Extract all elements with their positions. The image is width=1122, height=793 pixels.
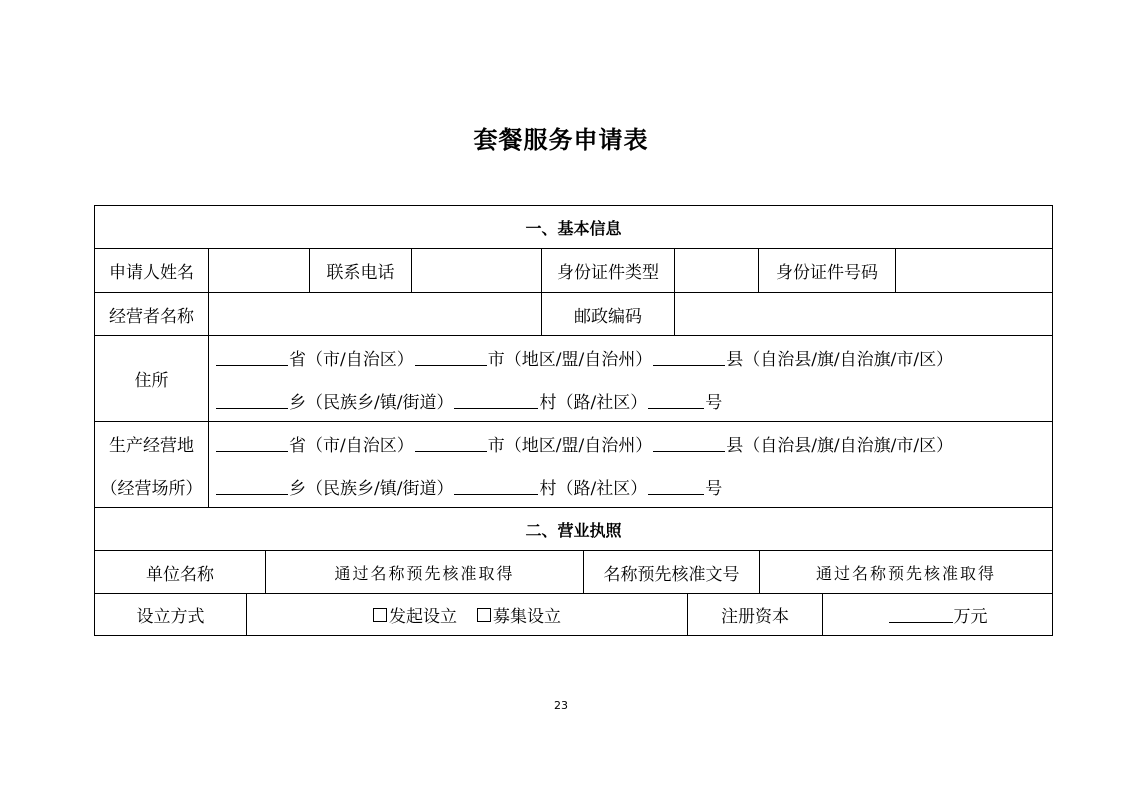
residence-label: 住所 xyxy=(134,371,169,391)
township-label: 乡（民族乡/镇/街道） xyxy=(289,478,454,499)
residence-address-line-2 xyxy=(215,387,722,413)
city-blank[interactable] xyxy=(415,349,487,366)
section-business-license: 二、营业执照 xyxy=(525,520,622,540)
registered-capital-field xyxy=(823,594,1052,635)
number-label: 号 xyxy=(705,392,723,413)
village-blank[interactable] xyxy=(454,478,538,495)
promoter-option-label: 发起设立 xyxy=(389,607,457,627)
village-label: 村（路/社区） xyxy=(539,478,648,499)
county-label: 县（自治县/旗/自治旗/市/区） xyxy=(726,435,954,456)
establish-method-label: 设立方式 xyxy=(136,607,205,627)
village-label: 村（路/社区） xyxy=(539,392,648,413)
contact-phone-field[interactable] xyxy=(412,249,541,292)
approval-number-label: 名称预先核准文号 xyxy=(603,564,740,585)
township-blank[interactable] xyxy=(216,478,288,495)
applicant-name-label: 申请人姓名 xyxy=(109,263,194,283)
registered-capital-label: 注册资本 xyxy=(721,607,789,627)
county-blank[interactable] xyxy=(653,435,725,452)
number-label: 号 xyxy=(705,478,723,499)
township-blank[interactable] xyxy=(216,392,288,409)
establish-method-options xyxy=(247,594,687,635)
application-form xyxy=(94,205,1053,636)
province-label: 省（市/自治区） xyxy=(289,435,414,456)
city-label: 市（地区/盟/自治州） xyxy=(487,349,653,370)
operator-name-field[interactable] xyxy=(209,293,541,335)
township-label: 乡（民族乡/镇/街道） xyxy=(289,392,454,413)
capital-unit-label: 万元 xyxy=(953,607,988,627)
number-blank[interactable] xyxy=(648,478,704,495)
id-type-label: 身份证件类型 xyxy=(557,263,659,283)
postal-code-field[interactable] xyxy=(675,293,1052,335)
id-number-label: 身份证件号码 xyxy=(776,263,878,283)
id-type-field[interactable] xyxy=(675,249,758,292)
promoter-checkbox[interactable] xyxy=(373,608,387,622)
applicant-name-field[interactable] xyxy=(209,249,309,292)
province-blank[interactable] xyxy=(216,435,288,452)
capital-blank[interactable] xyxy=(889,606,953,623)
contact-phone-label: 联系电话 xyxy=(326,263,395,283)
id-number-field[interactable] xyxy=(896,249,1052,292)
operator-name-label: 经营者名称 xyxy=(109,306,194,327)
production-address-line-2 xyxy=(215,473,722,499)
province-label: 省（市/自治区） xyxy=(289,349,414,370)
section-basic-info: 一、基本信息 xyxy=(525,218,622,238)
unit-name-label: 单位名称 xyxy=(146,564,214,585)
village-blank[interactable] xyxy=(454,392,538,409)
offering-option-label: 募集设立 xyxy=(493,607,561,627)
production-site-label: 生产经营地 xyxy=(109,436,194,456)
production-address-line-1 xyxy=(215,430,953,456)
approval-number-value: 通过名称预先核准取得 xyxy=(815,563,996,583)
page-title: 套餐服务申请表 xyxy=(473,126,649,154)
residence-address-line-1 xyxy=(215,344,953,370)
unit-name-value: 通过名称预先核准取得 xyxy=(334,563,515,583)
number-blank[interactable] xyxy=(648,392,704,409)
offering-checkbox[interactable] xyxy=(477,608,491,622)
city-blank[interactable] xyxy=(415,435,487,452)
business-premises-label: （经营场所） xyxy=(100,478,203,499)
page-number: 23 xyxy=(554,699,568,712)
province-blank[interactable] xyxy=(216,349,288,366)
county-label: 县（自治县/旗/自治旗/市/区） xyxy=(726,349,954,370)
city-label: 市（地区/盟/自治州） xyxy=(487,435,653,456)
county-blank[interactable] xyxy=(653,349,725,366)
postal-code-label: 邮政编码 xyxy=(574,306,642,327)
